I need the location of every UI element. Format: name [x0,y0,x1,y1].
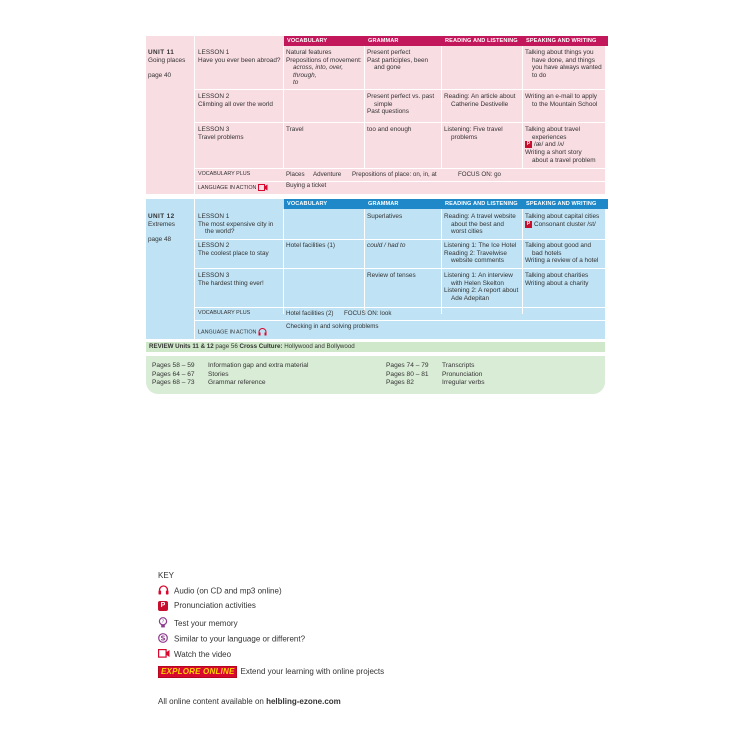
appendix-title: Information gap and extra material [208,362,309,369]
explore-online-logo: EXPLORE ONLINE [158,666,237,678]
divider [195,320,605,321]
review-label: REVIEW Units 11 & 12 [149,343,214,350]
unit-11-label [148,49,194,79]
lesson-title: Travel problems [198,133,244,141]
lesson-title: The coolest place to stay [198,249,269,257]
key-item-explore-online [158,666,384,678]
speaking-cell [525,242,605,265]
vocab-plus-item: FOCUS ON: look [344,310,392,317]
header-vocabulary: VOCABULARY [284,36,367,46]
vocab-item: Natural features [286,49,332,56]
key-item-similar [158,633,305,646]
pronunciation-icon: P [526,220,531,227]
speaking-cell [525,49,605,79]
divider [441,209,442,314]
reading-item: Ade Adepitan [451,294,490,302]
lia-item: Checking in and solving problems [286,323,379,330]
speaking-item: to the Mountain School [532,100,598,108]
appendix-pages: Pages 68 – 73 [152,379,195,387]
header-grammar: GRAMMAR [365,199,444,209]
appendix-pages: Pages 80 – 81 [386,370,429,378]
header-reading-listening: READING AND LISTENING [442,36,525,46]
lesson-title: Have you ever been abroad? [198,56,281,64]
divider [364,209,365,314]
vocab-item: Travel [286,126,304,133]
key-text: Pronunciation activities [174,601,256,611]
lesson-number: LESSON 3 [198,126,230,133]
appendix-item [386,371,485,380]
divider [195,122,605,123]
review-row [146,342,605,352]
vocab-plus-item: Prepositions of place: on, in, at [352,171,437,178]
grammar-item: Superlatives [367,213,403,220]
header-vocabulary: VOCABULARY [284,199,367,209]
divider [194,36,195,194]
reading-cell [444,93,524,108]
appendix-title: Transcripts [442,362,475,369]
lesson-title: The most expensive city in [198,220,274,228]
appendix-block [146,356,605,394]
headphones-icon [258,328,267,336]
language-in-action-label [198,328,267,336]
unit-subtitle: Going places [148,56,186,64]
grammar-item: Review of tenses [367,272,416,279]
key-text: Test your memory [174,619,238,629]
grammar-cell [367,49,443,72]
grammar-cell [367,272,443,280]
vocab-cell [286,49,366,87]
grammar-item: simple [374,100,393,108]
pronunciation-icon: P [526,141,531,148]
speaking-cell [525,126,605,164]
grammar-cell [367,213,443,221]
grammar-item: Past participles, been [367,56,429,64]
appendix-item [386,362,485,371]
key-text: Audio (on CD and mp3 online) [174,586,282,596]
speaking-item: about a travel problem [532,156,596,164]
unit-12-label [148,213,194,243]
lesson-cell [198,242,284,257]
unit-title: UNIT 12 [148,213,175,220]
reading-item: worst cities [451,228,483,236]
divider [195,307,605,308]
reading-item: website comments [451,257,504,265]
vocab-plus-label: VOCABULARY PLUS [198,171,251,177]
vocab-plus-item: Adventure [313,171,342,178]
speaking-item: Writing a short story [525,148,582,156]
vocab-plus-item: Hotel facilities (2) [286,310,334,317]
vocab-cell [286,242,366,250]
grammar-item: Past questions [367,108,409,116]
appendix-item [152,362,308,371]
lesson-cell [198,213,284,236]
vocab-plus-item: Places [286,171,305,178]
grammar-item: Present perfect [367,49,411,56]
pronunciation-icon: P [158,601,168,611]
reading-item: Reading: A travel website [444,213,516,220]
appendix-item [152,371,308,380]
lesson-cell [198,93,284,108]
key-text: Watch the video [174,650,232,660]
vocab-item: to [293,79,299,87]
appendix-title: Stories [208,370,229,378]
unit-subtitle: Extremes [148,220,175,228]
appendix-left [152,362,308,388]
svg-text:?: ? [161,620,165,625]
lia-label-text: LANGUAGE IN ACTION [198,184,257,191]
speaking-item: Consonant cluster /st/ [534,220,596,228]
divider [194,199,195,339]
header-reading-listening: READING AND LISTENING [442,199,525,209]
reading-item: with Helen Skelton [451,279,504,287]
header-speaking-writing: SPEAKING AND WRITING [523,199,608,209]
unit-page: page 48 [148,235,172,243]
speaking-item: /æ/ and /ʌ/ [534,141,565,149]
lesson-number: LESSON 1 [198,213,230,220]
reading-cell [444,126,524,141]
unit-11-block [146,36,605,194]
pronunciation-line [525,221,605,229]
reading-item: Listening 1: An interview [444,272,513,279]
speaking-item: you have always wanted [532,64,602,72]
grammar-item: Present perfect vs. past [367,93,435,100]
reading-item: problems [451,133,478,141]
speaking-cell [525,272,605,287]
video-icon [158,649,170,658]
appendix-right [386,362,485,388]
divider [195,239,605,240]
reading-item: Reading 2: Travelwise [444,249,507,257]
appendix-item [152,379,308,388]
appendix-pages: Pages 64 – 67 [152,370,195,378]
appendix-pages: Pages 74 – 79 [386,362,429,369]
footer-note [158,697,341,706]
vocab-item: Prepositions of movement: [286,56,362,64]
speaking-cell [525,93,605,108]
speaking-item: to do [532,71,547,79]
lesson-number: LESSON 2 [198,93,230,100]
appendix-item [386,379,485,388]
speaking-item: experiences [532,133,567,141]
divider [195,89,605,90]
unit-12-block [146,199,605,339]
svg-text:S: S [160,634,166,643]
lesson-number: LESSON 1 [198,49,230,56]
key-item-video [158,649,231,661]
lesson-title: Climbing all over the world [198,100,273,108]
speaking-item: Writing about a charity [525,279,589,287]
lesson-cell [198,49,284,64]
vocab-cell [286,126,366,134]
lesson-title: the world? [205,228,235,236]
appendix-title: Pronunciation [442,370,483,378]
appendix-pages: Pages 82 [386,379,414,387]
speaking-item: Writing a review of a hotel [525,257,599,265]
footer-text: All online content available on [158,697,264,706]
lia-item: Buying a ticket [286,182,327,189]
divider [195,268,605,269]
vocab-plus-item: FOCUS ON: go [458,171,501,178]
speaking-item: Talking about charities [525,272,589,279]
reading-item: Listening 1: The Ice Hotel [444,242,517,249]
divider [195,181,605,182]
similar-icon [158,633,168,643]
vocab-item: Hotel facilities (1) [286,242,336,249]
ezone-link[interactable]: helbling-ezone.com [266,697,341,706]
grammar-cell [367,242,443,250]
reading-item: Catherine Destivelle [451,100,509,108]
grammar-item: could / had to [367,242,406,249]
key-item-audio [158,585,282,598]
reading-item: Reading: An article about [444,93,516,100]
cross-culture-label: Cross Culture: [239,343,283,350]
grammar-item: and gone [374,64,401,72]
vocab-item: across, into, over, through, [293,64,344,79]
unit-page: page 40 [148,71,172,79]
reading-item: Listening: Five travel [444,126,503,133]
lesson-cell [198,126,284,141]
pronunciation-line [525,141,605,149]
lesson-cell [198,272,284,287]
language-in-action-label [198,184,268,192]
lightbulb-icon [158,617,168,628]
speaking-item: have done, and things [532,56,595,64]
divider [195,168,605,169]
reading-cell [444,272,524,302]
cross-culture-title: Hollywood and Bollywood [284,343,355,350]
reading-cell [444,242,524,265]
grammar-cell [367,93,443,116]
lesson-number: LESSON 3 [198,272,230,279]
key-text: Similar to your language or different? [174,634,306,644]
key-text: Extend your learning with online projects [240,667,385,676]
speaking-cell [525,213,605,228]
key-item-pronunciation [158,601,256,611]
lia-label-text: LANGUAGE IN ACTION [198,329,257,336]
lesson-title: The hardest thing ever! [198,279,264,287]
headphones-icon [158,585,169,595]
key-item-memory [158,617,238,631]
speaking-item: bad hotels [532,249,562,257]
speaking-item: Talking about capital cities [525,213,600,220]
appendix-title: Grammar reference [208,379,266,387]
speaking-item: Writing an e-mail to apply [525,93,597,100]
reading-item: about the best and [451,220,504,228]
appendix-pages: Pages 58 – 59 [152,362,195,369]
grammar-cell [367,126,443,134]
speaking-item: Talking about travel [525,126,581,133]
video-icon [258,184,268,191]
speaking-item: Talking about things you [525,49,594,56]
header-speaking-writing: SPEAKING AND WRITING [523,36,608,46]
grammar-item: too and enough [367,126,412,133]
header-grammar: GRAMMAR [365,36,444,46]
speaking-item: Talking about good and [525,242,592,249]
reading-item: Listening 2: A report about [444,287,519,295]
key-title: KEY [158,571,175,580]
review-page: page 56 [215,343,238,350]
lesson-number: LESSON 2 [198,242,230,249]
vocab-plus-label: VOCABULARY PLUS [198,310,251,316]
reading-cell [444,213,524,236]
unit-title: UNIT 11 [148,49,175,56]
appendix-title: Irregular verbs [442,379,485,387]
